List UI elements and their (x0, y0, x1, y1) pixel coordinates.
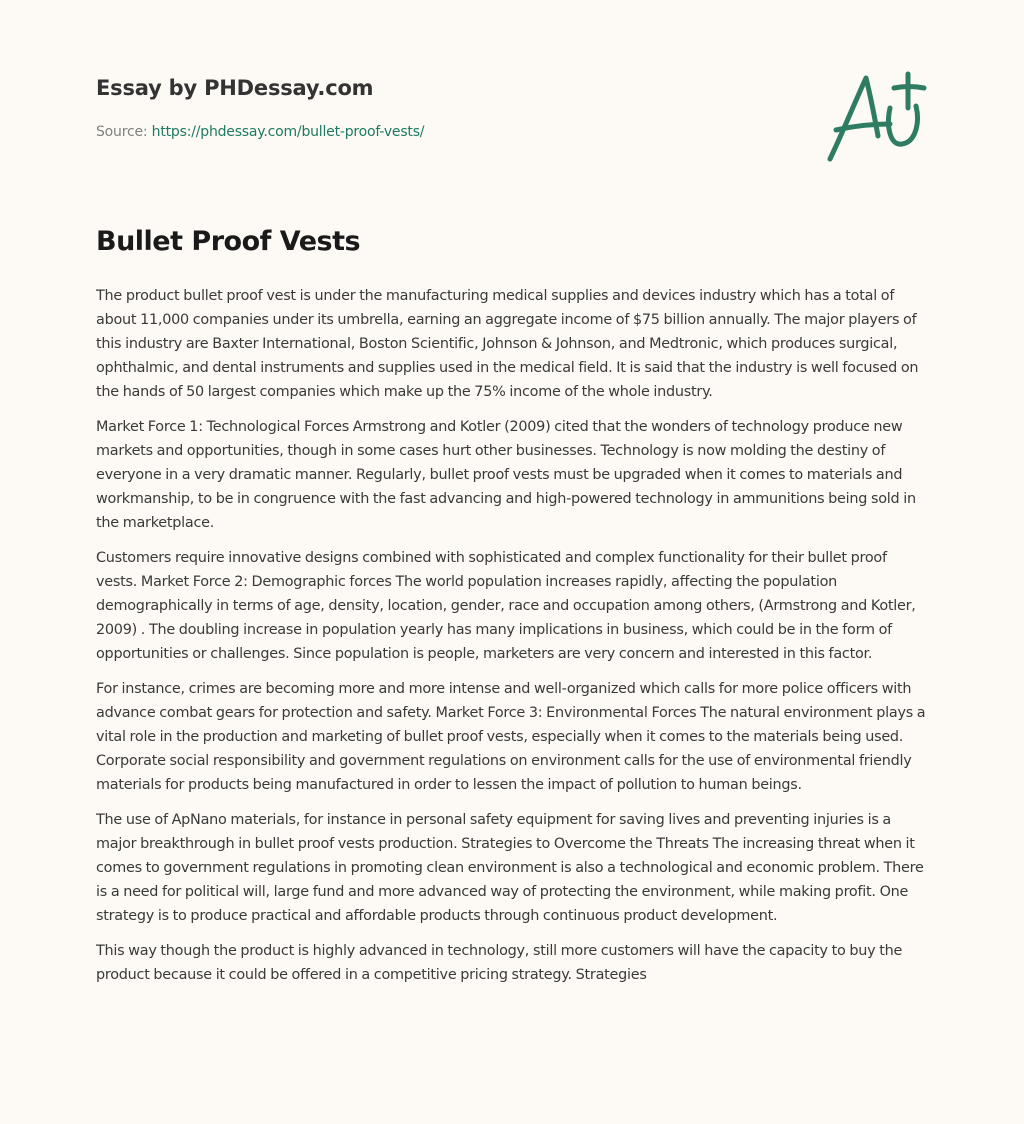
paragraph: This way though the product is highly advanced in technology, still more customers will have the capacity to buy the product because it could be offered in a competitive pricing strategy. Strategies (96, 943, 903, 983)
a-plus-grade-icon (820, 64, 932, 168)
paragraph: Customers require innovative designs combined with sophisticated and complex functionality for their bullet proof vests. Market Force 2: Demographic forces The world population increases rapidly, affecting the population demographically in terms of age, density, location, gender, race and occupation among others, (Armstrong and Kotler, 2009) . The doubling increase in population yearly has many implications in business, which could be in the form of opportunities or challenges. Since population is people, marketers are very concern and interested in this factor. (96, 550, 916, 662)
article-title: Bullet Proof Vests (96, 226, 361, 257)
paragraph: Market Force 1: Technological Forces Armstrong and Kotler (2009) cited that the wonders of technology produce new markets and opportunities, though in some cases hurt other businesses. Technology is now molding the destiny of everyone in a very dramatic manner. Regularly, bullet proof vests must be upgraded when it comes to materials and workmanship, to be in congruence with the fast advancing and high-powered technology in ammunitions being sold in the marketplace. (96, 419, 916, 531)
source-link[interactable]: https://phdessay.com/bullet-proof-vests/ (151, 124, 425, 140)
source-label: Source: (96, 124, 148, 140)
article-body (96, 284, 931, 998)
paragraph: The product bullet proof vest is under the manufacturing medical supplies and devices industry which has a total of about 11,000 companies under its umbrella, earning an aggregate income of $75 billion annually. The major players of this industry are Baxter International, Boston Scientific, Johnson & Johnson, and Medtronic, which produces surgical, ophthalmic, and dental instruments and supplies used in the medical field. It is said that the industry is well focused on the hands of 50 largest companies which make up the 75% income of the whole industry. (96, 288, 919, 400)
source-line (96, 124, 424, 140)
site-brand: Essay by PHDessay.com (96, 76, 374, 100)
paragraph: For instance, crimes are becoming more and more intense and well-organized which calls for more police officers with advance combat gears for protection and safety. Market Force 3: Environmental Forces The natural environment plays a vital role in the production and marketing of bullet proof vests, especially when it comes to the materials being used. Corporate social responsibility and government regulations on environment calls for the use of environmental friendly materials for products being manufactured in order to lessen the impact of pollution to human beings. (96, 681, 926, 793)
paragraph: The use of ApNano materials, for instance in personal safety equipment for saving lives and preventing injuries is a major breakthrough in bullet proof vests production. Strategies to Overcome the Threats The increasing threat when it comes to government regulations in promoting clean environment is also a technological and economic problem. There is a need for political will, large fund and more advanced way of protecting the environment, while making profit. One strategy is to produce practical and affordable products through continuous product development. (96, 812, 924, 924)
